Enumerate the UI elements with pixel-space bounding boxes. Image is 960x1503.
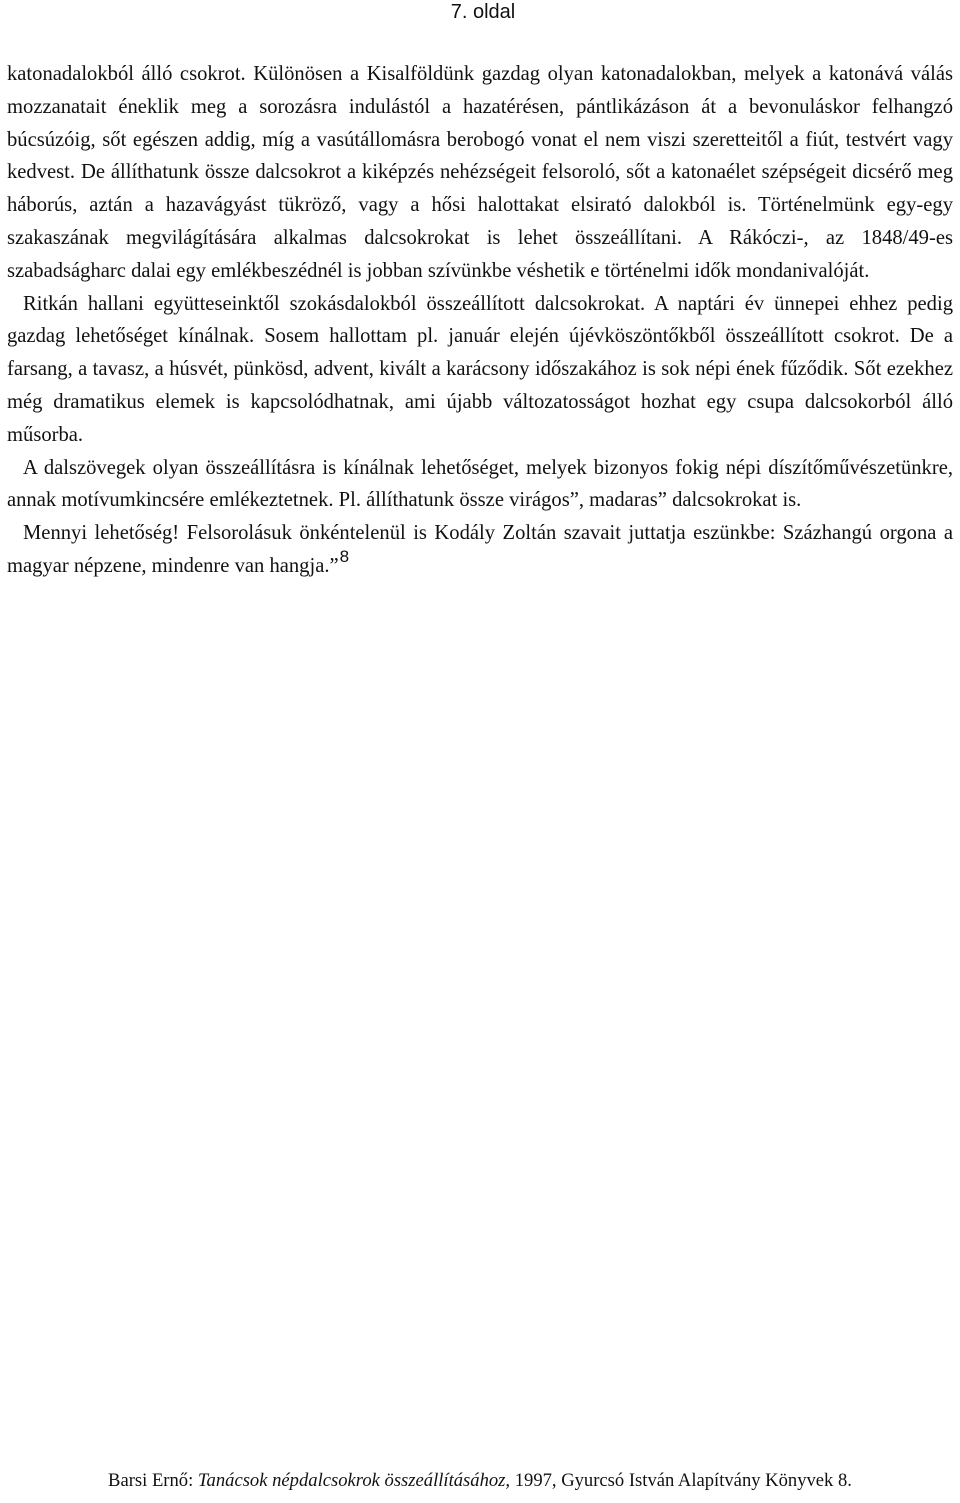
paragraph-text: Mennyi lehetőség! Felsorolásuk önkéntelenül is Kodály Zoltán szavait juttatja eszünkbe: Százhangú orgona a magyar népzene, mindenre van hangja.” <box>7 522 953 577</box>
footer-author: Barsi Ernő: <box>108 1470 194 1491</box>
paragraph-last <box>7 517 953 584</box>
paragraph: A dalszövegek olyan összeállításra is kínálnak lehetőséget, melyek bizonyos fokig népi díszítőművészetünkre, annak motívumkincsére emlékeztetnek. Pl. állíthatunk össze virágos”, madaras” dalcsokrokat is. <box>7 456 953 512</box>
paragraph: katonadalokból álló csokrot. Különösen a Kisalföldünk gazdag olyan katonadalokban, melyek a katonává válás mozzanatait éneklik meg a sorozásra indulástól a hazatérésen, pántlikázáson át a bevonuláskor felhangzó búcsúzóig, sőt egészen addig, míg a vasútállomásra berobogó vonat el nem viszi szeretteitől a fiút, testvért vagy kedvest. De állíthatunk össze dalcsokrot a kiképzés nehézségeit felsoroló, sőt a katonaélet szépségeit dicsérő meg háborús, aztán a hazavágyást tükröző, vagy a hősi halottakat elsirató dalokból is. Történelmünk egy-egy szakaszának megvilágítására alkalmas dalcsokrokat is lehet összeállítani. A Rákóczi-, az 1848/49-es szabadságharc dalai egy emlékbeszédnél is jobban szívünkbe véshetik e történelmi idők mondanivalóját. <box>7 63 953 282</box>
paragraph: Ritkán hallani együtteseinktől szokásdalokból összeállított dalcsokrokat. A naptári év ünnepei ehhez pedig gazdag lehetőséget kínálnak. Sosem hallottam pl. január elején újévköszöntőkből összeállított csokrot. De a farsang, a tavasz, a húsvét, pünkösd, advent, kivált a karácsony időszakához is sok népi ének fűződik. Sőt ezekhez még dramatikus elemek is kapcsolódhatnak, ami újabb változatosságot hozhat egy csupa dalcsokorból álló műsorba. <box>7 292 953 446</box>
main-text <box>7 58 953 584</box>
footer-publication: 1997, Gyurcsó István Alapítvány Könyvek 8. <box>514 1470 852 1491</box>
footer-citation <box>0 1469 960 1493</box>
page-number: 7. oldal <box>450 1 516 23</box>
footnote-marker: 8 <box>339 546 350 566</box>
footer-title: Tanácsok népdalcsokrok összeállításához, <box>197 1470 511 1491</box>
